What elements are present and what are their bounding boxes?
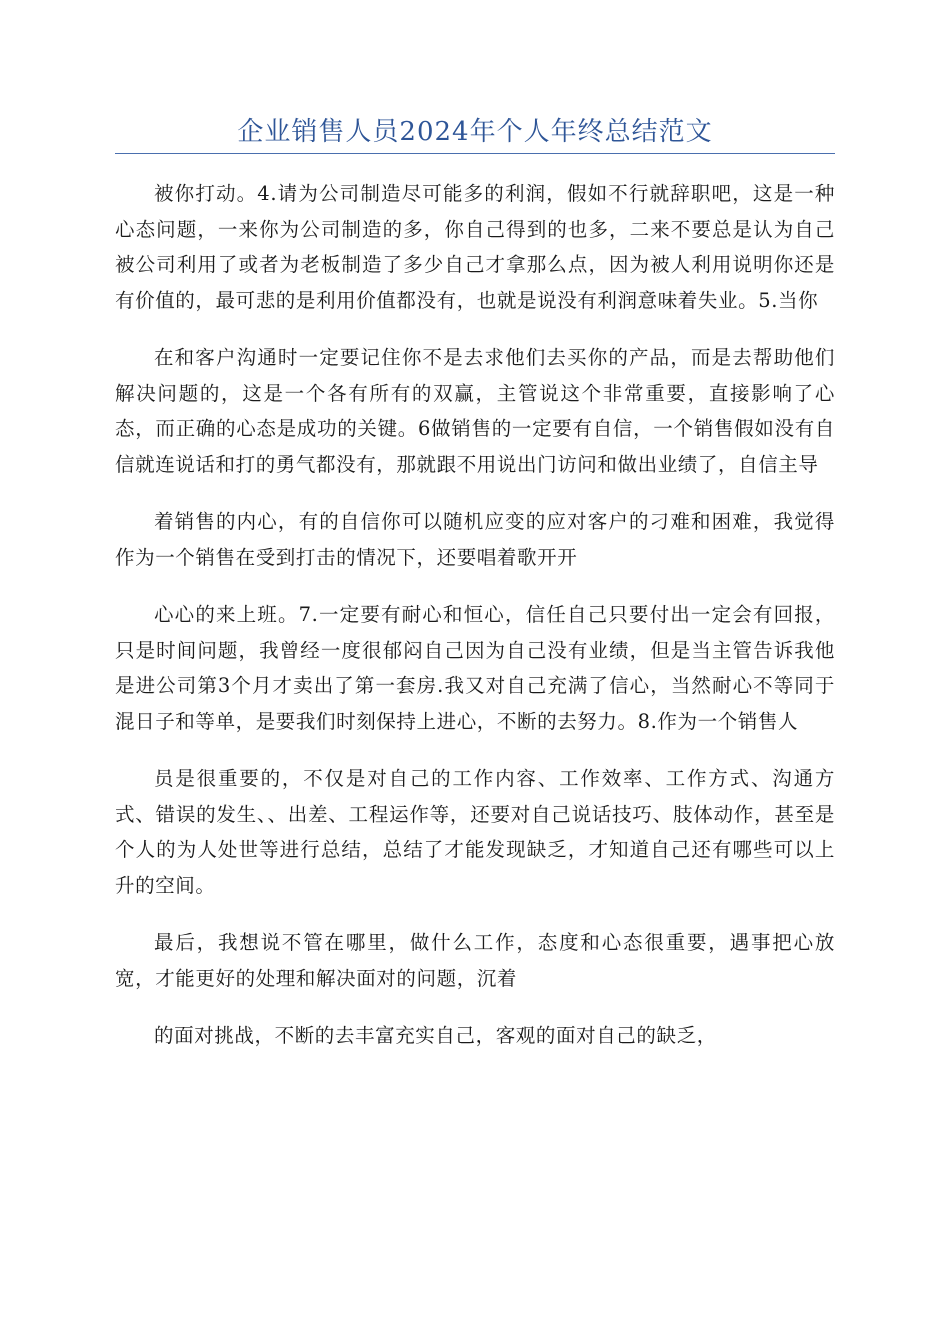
document-title: 企业销售人员2024年个人年终总结范文 (237, 117, 713, 147)
paragraph-3: 着销售的内心，有的自信你可以随机应变的应对客户的刁难和困难，我觉得作为一个销售在受到打击的情况下，还要唱着歌开开 (115, 510, 835, 569)
paragraph-7: 的面对挑战，不断的去丰富充实自己，客观的面对自己的缺乏， (154, 1024, 717, 1047)
paragraph-4: 心心的来上班。7.一定要有耐心和恒心，信任自己只要付出一定会有回报，只是时间问题，我曾经一度很郁闷自己因为自己没有业绩，但是当主管告诉我他是进公司第3个月才卖出了第一套房.我又对自己充满了信心，当然耐心不等同于混日子和等单，是要我们时刻保持上进心，不断的去努力。8.作为一个销售人 (115, 603, 835, 733)
paragraph-2: 在和客户沟通时一定要记住你不是去求他们去买你的产品，而是去帮助他们解决问题的，这是一个各有所有的双赢，主管说这个非常重要，直接影响了心态，而正确的心态是成功的关键。6做销售的一定要有自信，一个销售假如没有自信就连说话和打的勇气都没有，那就跟不用说出门访问和做出业绩了，自信主导 (115, 346, 835, 476)
document-body (115, 176, 835, 1076)
paragraph-5: 员是很重要的，不仅是对自己的工作内容、工作效率、工作方式、沟通方式、错误的发生、、出差、工程运作等，还要对自己说话技巧、肢体动作，甚至是个人的为人处世等进行总结，总结了才能发现缺乏，才知道自己还有哪些可以上升的空间。 (115, 767, 835, 897)
paragraph-1: 被你打动。4.请为公司制造尽可能多的利润，假如不行就辞职吧，这是一种心态问题，一来你为公司制造的多，你自己得到的也多，二来不要总是认为自己被公司利用了或者为老板制造了多少自己才拿那么点，因为被人利用说明你还是有价值的，最可悲的是利用价值都没有，也就是说没有利润意味着失业。5.当你 (115, 182, 835, 312)
title-divider (115, 153, 835, 154)
paragraph-6: 最后，我想说不管在哪里，做什么工作，态度和心态很重要，遇事把心放宽，才能更好的处理和解决面对的问题，沉着 (115, 931, 835, 990)
